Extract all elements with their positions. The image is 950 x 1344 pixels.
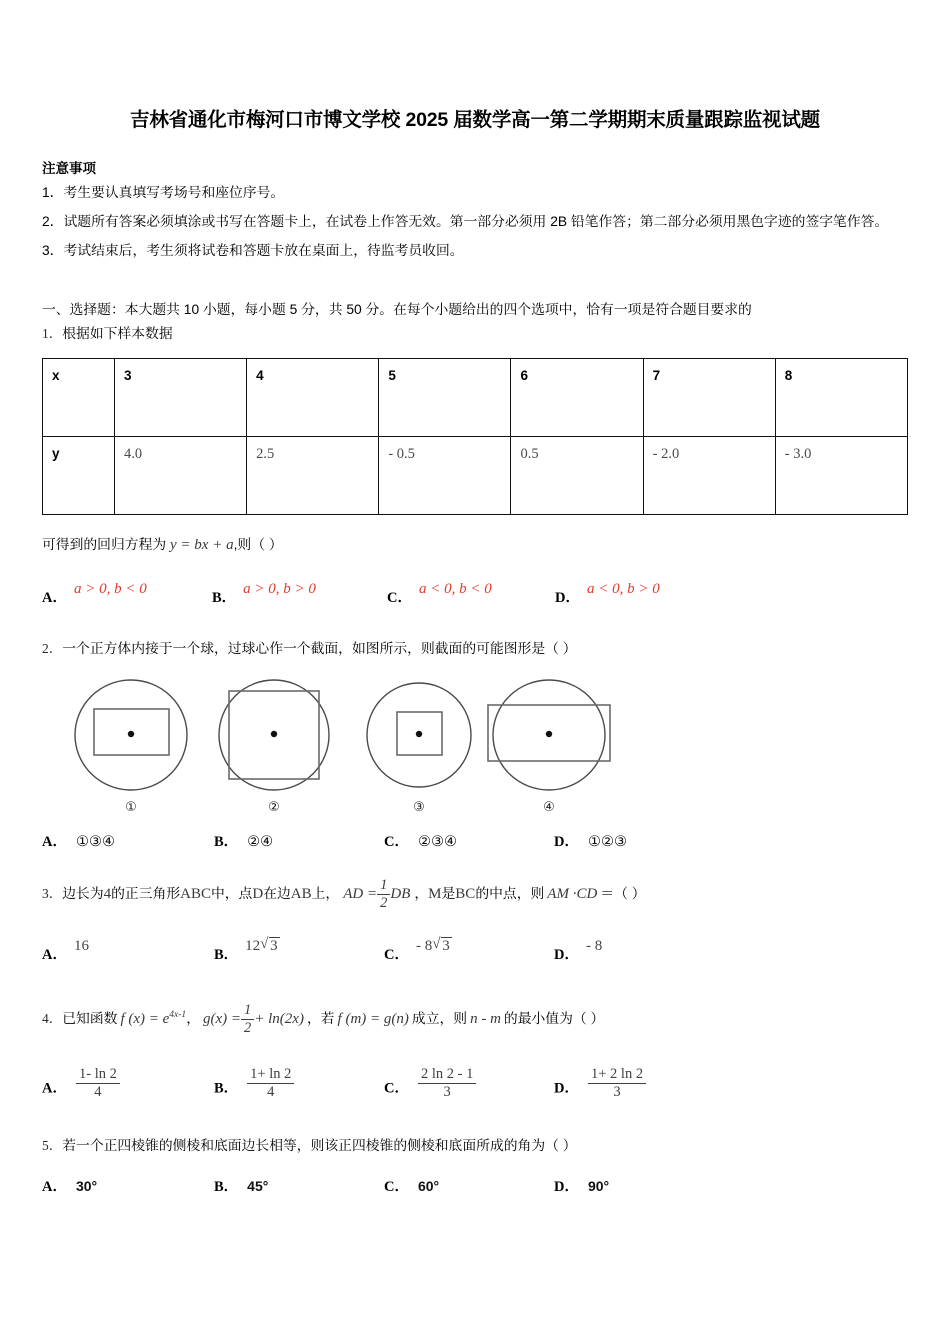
q4-f-expression (120, 1011, 186, 1027)
q4-f-base: f (x) = e (120, 1010, 170, 1027)
option-4a-den: 4 (76, 1083, 120, 1101)
option-4b-num: 1+ ln 2 (250, 1066, 292, 1083)
option-4c-value (418, 1066, 476, 1100)
option-1d[interactable] (555, 581, 660, 607)
option-1d-label: D． (555, 590, 580, 606)
question-4-number: 4． (42, 1010, 63, 1026)
option-2d-label: D． (554, 834, 579, 850)
option-4a[interactable] (42, 1066, 120, 1100)
q3-frac-num: 1 (380, 877, 388, 894)
option-2d[interactable] (554, 830, 627, 851)
option-3b[interactable] (214, 937, 280, 964)
question-1-text: 根据如下样本数据 (62, 326, 173, 341)
option-1c[interactable] (387, 581, 492, 607)
question-5-options (42, 1172, 908, 1196)
q4-p4: 成立，则 (411, 1010, 468, 1026)
option-2b-label: B． (214, 834, 239, 850)
option-2a[interactable] (42, 830, 115, 851)
q4-g-num: 1 (244, 1002, 252, 1019)
notice-heading: 注意事项 (42, 161, 96, 176)
page-content (42, 0, 908, 1196)
question-2-text: 一个正方体内接于一个球，过球心作一个截面，如图所示，则截面的可能图形是（ ） (62, 641, 577, 656)
row-header-x: x (52, 368, 60, 383)
question-5-stem (42, 1134, 908, 1158)
question-1-followup-prefix: 可得到的回归方程为 (42, 537, 167, 552)
option-3a[interactable] (42, 938, 89, 964)
option-3a-label: A． (42, 946, 67, 963)
q3-p1: 边长为 (62, 886, 104, 901)
option-5a[interactable] (42, 1175, 97, 1196)
option-2d-value: ①②③ (587, 834, 627, 850)
question-1-equation: y = bx + a (170, 537, 234, 553)
q4-p2: ， (186, 1010, 200, 1026)
cell-y-2: 2.5 (256, 446, 275, 462)
option-1c-value: a < 0, b < 0 (418, 581, 492, 597)
cell-y-4: 0.5 (520, 446, 539, 462)
option-4a-label: A． (42, 1080, 67, 1097)
q4-p3: ，若 (306, 1010, 335, 1026)
figure-3-caption: ③ (413, 800, 425, 815)
cell-y-5: - 2.0 (652, 446, 680, 462)
cell-x-5: 7 (652, 368, 661, 383)
option-2a-value: ①③④ (75, 834, 115, 850)
cell-x-4: 6 (520, 368, 528, 383)
q3-p8: 的中点，则 (475, 886, 545, 901)
question-4-options (42, 1056, 908, 1100)
q4-p5: 的最小值为（ ） (503, 1010, 605, 1026)
option-5c-label: C． (384, 1179, 409, 1196)
option-1a[interactable] (42, 581, 147, 607)
option-4d[interactable] (554, 1066, 646, 1100)
option-4b-label: B． (214, 1080, 239, 1097)
option-1b-label: B． (212, 590, 237, 606)
q3-v6: BC (455, 886, 476, 902)
option-5b-value: 45° (247, 1178, 269, 1195)
question-1-followup (42, 533, 908, 557)
q3-p7: 是 (441, 886, 456, 901)
option-4c-num: 2 ln 2 - 1 (420, 1066, 474, 1083)
figure-3 (356, 673, 482, 815)
q4-equation: f (m) = g(n) (337, 1010, 409, 1027)
q3-fraction (377, 877, 390, 911)
q3-p6: ， (414, 886, 429, 901)
option-3b-label: B． (214, 946, 239, 963)
question-3-number: 3． (42, 886, 63, 901)
q3-v3: D (252, 886, 264, 902)
q3-v5: M (428, 886, 442, 902)
sqrt-icon: √ 3 (260, 937, 280, 955)
q3-p3: 中，点 (210, 886, 253, 901)
cell-y-6: - 3.0 (784, 446, 812, 462)
option-4d-den: 3 (588, 1083, 646, 1101)
question-1-followup-suffix: ,则（ ） (233, 537, 283, 552)
figure-4-drawing (481, 673, 617, 799)
option-3d[interactable] (554, 938, 602, 964)
question-2-stem (42, 637, 908, 661)
option-4c[interactable] (384, 1066, 476, 1100)
cell-y-1: 4.0 (124, 446, 143, 462)
option-2c-label: C． (384, 834, 409, 850)
table-row (43, 359, 908, 437)
q3-ad-expression (343, 877, 411, 912)
cell-y-3: - 0.5 (388, 446, 415, 462)
figure-1-drawing (68, 673, 194, 799)
option-3b-value: 12 √ 3 (245, 937, 280, 955)
question-1-stem (42, 322, 908, 346)
q3-ad-rhs: DB (390, 886, 411, 902)
figure-2-drawing (211, 673, 337, 799)
sqrt-icon: √ 3 (432, 937, 452, 955)
figure-4-caption: ④ (543, 800, 555, 815)
figure-1 (68, 673, 194, 815)
question-4-stem (42, 998, 908, 1037)
option-2c-value: ②③④ (417, 834, 457, 850)
option-4d-value (588, 1066, 646, 1100)
q3-v1: 4 (103, 886, 112, 902)
q3-p4: 在边 (263, 886, 291, 901)
notice-item-3: 3．考试结束后，考生须将试卷和答题卡放在桌面上，待监考员收回。 (42, 243, 464, 258)
figure-2-caption: ② (268, 800, 280, 815)
question-1-number: 1． (42, 326, 63, 341)
option-3d-label: D． (554, 946, 579, 963)
q3-p9: ＝（ ） (600, 886, 646, 901)
option-4c-label: C． (384, 1080, 409, 1097)
question-2-options (42, 827, 908, 851)
q4-g-expression (202, 1002, 304, 1036)
option-3c-value: - 8 √ 3 (416, 937, 452, 955)
option-4d-num: 1+ 2 ln 2 (590, 1066, 644, 1083)
question-2-figures (56, 673, 908, 821)
sample-data-table (42, 358, 908, 515)
option-5d-label: D． (554, 1179, 579, 1196)
section-header: 一、选择题：本大题共 10 小题，每小题 5 分，共 50 分。在每个小题给出的四个选项中，恰有一项是符合题目要求的 (42, 302, 752, 317)
q3-p2: 的正三角形 (111, 886, 181, 901)
option-1b[interactable] (212, 581, 316, 607)
option-2b-value: ②④ (247, 834, 274, 850)
option-1b-value: a > 0, b > 0 (243, 581, 316, 597)
q3-frac-den: 2 (377, 894, 390, 912)
cell-x-6: 8 (784, 368, 793, 383)
option-5a-value: 30° (75, 1178, 98, 1195)
cell-x-3: 5 (388, 368, 396, 383)
figure-3-drawing (356, 673, 482, 799)
question-5-text: 若一个正四棱锥的侧棱和底面边长相等，则该正四棱锥的侧棱和底面所成的角为（ ） (62, 1138, 577, 1154)
figure-2 (211, 673, 337, 815)
q4-p1: 已知函数 (62, 1010, 118, 1026)
option-4a-value (76, 1066, 120, 1100)
q4-g-den: 2 (241, 1019, 254, 1037)
q4-g-fraction (241, 1002, 254, 1036)
option-1a-value: a > 0, b < 0 (73, 581, 147, 597)
q4-g-lhs: g(x) = (202, 1010, 242, 1027)
row-header-y: y (52, 446, 60, 461)
option-2b[interactable] (214, 830, 273, 851)
option-5c-value: 60° (417, 1178, 440, 1195)
notice-item-1: 1．考生要认真填写考场号和座位序号。 (42, 185, 285, 200)
option-4c-den: 3 (418, 1083, 476, 1101)
figure-4 (481, 673, 617, 815)
option-1c-label: C． (387, 590, 412, 606)
cell-x-2: 4 (256, 368, 264, 383)
question-3-stem (42, 877, 908, 912)
option-1a-label: A． (42, 590, 67, 606)
option-4b[interactable] (214, 1066, 294, 1100)
figure-1-caption: ① (125, 800, 137, 815)
option-5b-label: B． (214, 1179, 239, 1196)
q4-g-rhs: + ln(2x) (254, 1010, 304, 1027)
option-4b-den: 4 (247, 1083, 294, 1101)
q3-v2: ABC (180, 886, 211, 902)
option-3c[interactable] (384, 937, 452, 964)
option-2c[interactable] (384, 830, 457, 851)
q3-p5: 上， (311, 886, 340, 901)
option-5c[interactable] (384, 1175, 439, 1196)
option-3d-value: - 8 (585, 937, 603, 954)
question-5-number: 5． (42, 1138, 63, 1154)
table-row (43, 437, 908, 515)
option-1d-value: a < 0, b > 0 (586, 581, 660, 597)
option-4d-label: D． (554, 1080, 579, 1097)
notice-item-2: 2．试题所有答案必须填涂或书写在答题卡上，在试卷上作答无效。第一部分必须用 2B 铅笔作答；第二部分必须用黑色字迹的签字笔作答。 (42, 214, 889, 229)
option-5d-value: 90° (587, 1178, 610, 1195)
option-2a-label: A． (42, 834, 67, 850)
option-5b[interactable] (214, 1175, 268, 1196)
q3-ad-lhs: AD = (343, 886, 378, 902)
q4-f-exponent: 4x-1 (169, 1009, 187, 1020)
option-3a-value: 16 (73, 937, 89, 954)
option-5a-label: A． (42, 1179, 67, 1196)
question-2-number: 2． (42, 641, 63, 656)
page-title: 吉林省通化市梅河口市博文学校 2025 届数学高一第二学期期末质量跟踪监视试题 (130, 109, 820, 131)
question-3-options (42, 930, 908, 964)
option-3c-label: C． (384, 946, 409, 963)
option-4b-value (247, 1066, 294, 1100)
q3-v4: AB (290, 886, 312, 902)
option-4a-num: 1- ln 2 (78, 1066, 117, 1083)
question-1-options (42, 573, 908, 607)
q4-variable: n - m (470, 1010, 501, 1027)
cell-x-1: 3 (124, 368, 132, 383)
option-5d[interactable] (554, 1175, 609, 1196)
q3-v7: AM ·CD (547, 886, 598, 902)
